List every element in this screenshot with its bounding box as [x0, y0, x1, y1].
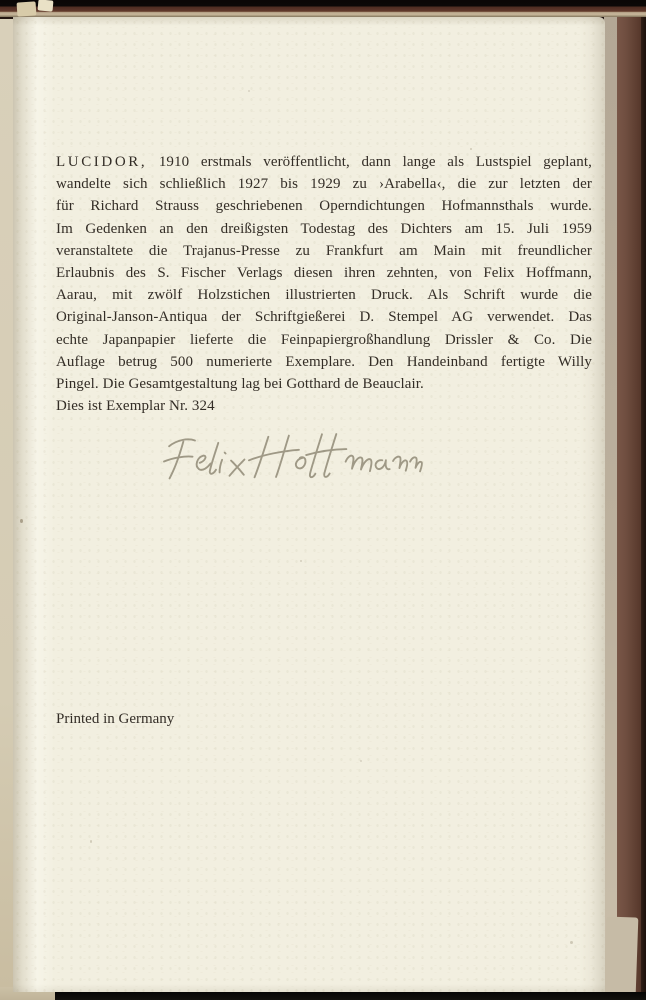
- paper-speck: [533, 327, 535, 329]
- colophon-line: Im Gedenken an den dreißigsten Todestag des Dichters am 15. Juli 1959: [56, 220, 592, 237]
- paper-speck: [20, 519, 23, 523]
- printed-in-germany: Printed in Germany: [56, 711, 175, 727]
- colophon-line: veranstaltete die Trajanus-Presse zu Frankfurt am Main mit freundlicher: [56, 242, 592, 259]
- colophon-line: Erlaubnis des S. Fischer Verlags diesen ihren zehnten, von Felix Hoffmann,: [56, 264, 592, 281]
- paper-speck: [360, 760, 362, 762]
- colophon-line: Pingel. Die Gesamtgestaltung lag bei Gotthard de Beauclair.: [56, 375, 424, 392]
- paper-speck: [470, 148, 472, 150]
- paper-speck: [570, 941, 573, 944]
- book-cover-right-edge: [616, 4, 641, 997]
- colophon-line: wandelte sich schließlich 1927 bis 1929 zu ›Arabella‹, die zur letzten der: [56, 176, 592, 193]
- colophon-line: Original-Janson-Antiqua der Schriftgießerei D. Stempel AG verwendet. Das: [56, 309, 592, 326]
- exemplar-number-line: Dies ist Exemplar Nr. 324: [56, 398, 215, 415]
- colophon-line-text: 1910 erstmals veröffentlicht, dann lange als Lustspiel geplant,: [158, 154, 592, 170]
- left-page-edge: [0, 19, 13, 987]
- colophon-line: echte Japanpapier lieferte die Feinpapiergroßhandlung Drissler & Co. Die: [56, 331, 592, 348]
- paper-fragment: [38, 0, 54, 12]
- colophon-line: [56, 151, 592, 173]
- colophon-line: Auflage betrug 500 numerierte Exemplare. Den Handeinband fertigte Willy: [56, 353, 592, 370]
- colophon-line: für Richard Strauss geschriebenen Operndichtungen Hofmannsthals wurde.: [56, 198, 592, 215]
- book-cover-bottom-edge: [55, 992, 646, 1000]
- right-page-edges: [604, 11, 617, 992]
- paper-speck: [248, 90, 250, 92]
- colophon-text-block: [56, 151, 592, 417]
- colophon-page: [13, 17, 605, 992]
- paper-speck: [90, 840, 92, 843]
- paper-speck: [300, 560, 302, 562]
- paper-fragment: [17, 1, 37, 16]
- right-page-edges-bottom: [604, 916, 639, 995]
- colophon-line: Aarau, mit zwölf Holzstichen illustrierten Druck. Als Schrift wurde die: [56, 287, 592, 304]
- book-cover-top-edge: [0, 0, 646, 17]
- felix-hoffmann-signature-handwriting: [163, 428, 428, 486]
- title-word: LUCIDOR,: [56, 154, 148, 170]
